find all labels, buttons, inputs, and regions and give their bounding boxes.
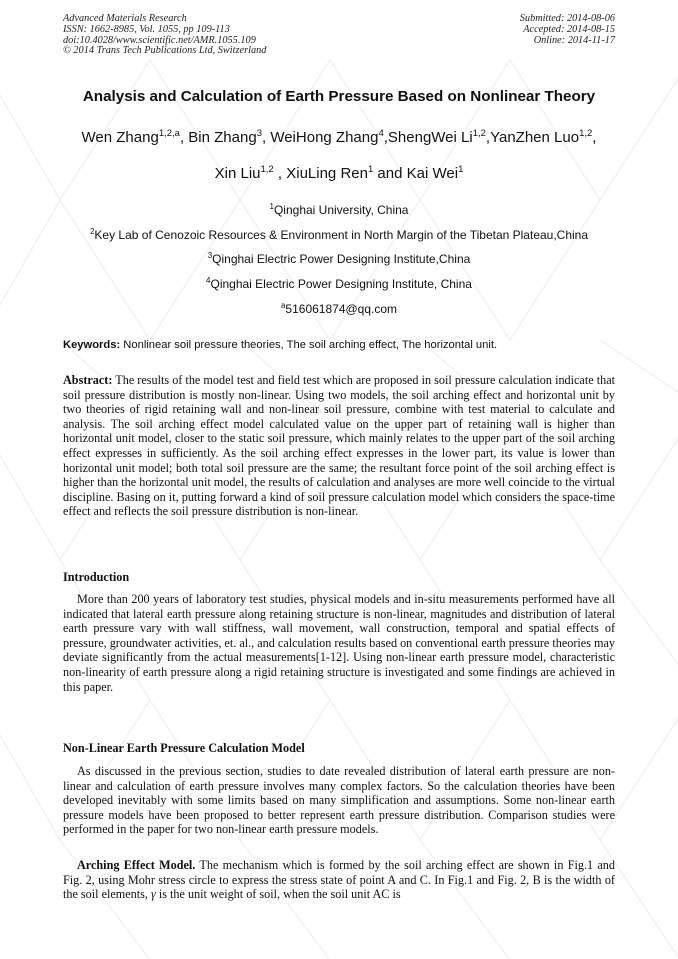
author-separator: and: [373, 165, 407, 182]
publication-dates: [520, 14, 615, 46]
email-mark: a: [280, 301, 286, 310]
submitted-date: Submitted: 2014-08-06: [519, 13, 615, 24]
abstract-text: The results of the model test and field test which are proposed in soil pressure calculation indicate that soil pressure distribution is mostly non-linear. Using two models, the soil arching effect and horizontal unit by two theories of rigid retaining wall and non-linear soil pressure, combine with test material to calculate and analysis. The soil arching effect model calculated value on the upper part of retaining wall is higher than horizontal unit model, closer to the static soil pressure, which mainly relates to the upper part of the soil arching effect expresses in sufficiently. As the soil arching effect expresses in the lower part, its value is lower than horizontal unit model; both total soil pressure are the same; the resultant force point of the soil arching effect is higher than the horizontal unit model, the results of calculation and analyses are more well coincide to the virtual discipline. Basing on it, putting forward a kind of soil pressure calculation model which considers the space-time effect and reflects the soil pressure distribution is non-linear.: [63, 373, 615, 519]
gamma-symbol: γ: [151, 887, 156, 902]
author-affiliation-mark: 1: [367, 164, 374, 175]
arching-effect-text-continued: is the unit weight of soil, when the soil unit AC is: [155, 887, 401, 902]
affiliation-text: Qinghai University, China: [273, 203, 409, 217]
online-date: Online: 2014-11-17: [533, 34, 615, 46]
abstract-label: Abstract:: [63, 373, 113, 387]
author-affiliation-mark: 3: [256, 128, 262, 139]
affiliation-mark: 3: [207, 251, 213, 260]
keywords: [63, 339, 615, 351]
author-separator: ,: [592, 129, 597, 146]
author-name: Bin Zhang: [188, 129, 257, 146]
accepted-date: Accepted: 2014-08-15: [523, 23, 615, 35]
arching-effect-paragraph: [63, 858, 615, 902]
author-affiliation-mark: 1,2: [472, 128, 486, 139]
section-heading-introduction: Introduction: [63, 570, 130, 584]
author-affiliation-mark: 4: [378, 128, 384, 139]
author-name: Wen Zhang: [81, 129, 159, 146]
issn-line: ISSN: 1662-8985, Vol. 1055, pp 109-113: [63, 23, 230, 35]
author-separator: ,: [383, 129, 388, 146]
email-text: 516061874@qq.com: [285, 302, 398, 316]
author-name: XiuLing Ren: [286, 165, 368, 182]
section-heading-nonlinear-model: Non-Linear Earth Pressure Calculation Model: [63, 741, 305, 755]
author-separator: ,: [485, 129, 491, 146]
author-name: ShengWei Li: [387, 129, 473, 146]
author-affiliation-mark: 1: [458, 164, 464, 175]
affiliation-4: [0, 277, 678, 291]
affiliation-text: Key Lab of Cenozoic Resources & Environment in North Margin of the Tibetan Plateau,China: [94, 228, 589, 242]
doi-line: doi:10.4028/www.scientific.net/AMR.1055.109: [63, 34, 256, 46]
keywords-text: Nonlinear soil pressure theories, The soil arching effect, The horizontal unit.: [120, 339, 498, 351]
nonlinear-model-paragraph: As discussed in the previous section, studies to date revealed distribution of lateral earth pressure are non-linear and calculation of earth pressure involves many complex factors. So the calculation theories have been developed inevitably with some limits based on many simplification and assumptions. Some non-linear earth pressure models have been proposed to better represent earth pressure distribution. Comparison studies were performed in the paper for two non-linear earth pressure models.: [63, 764, 615, 837]
affiliation-mark: 4: [206, 276, 211, 285]
affiliation-text: Qinghai Electric Power Designing Institute,China: [212, 252, 471, 266]
author-affiliation-mark: 1,2: [260, 164, 274, 175]
author-separator: ,: [273, 165, 287, 182]
author-name: YanZhen Luo: [490, 129, 580, 146]
author-name: Kai Wei: [406, 165, 459, 182]
arching-effect-label: Arching Effect Model.: [77, 858, 196, 872]
author-affiliation-mark: 1,2: [579, 128, 593, 139]
author-line-1: [0, 129, 678, 146]
abstract: [63, 373, 615, 519]
publication-info: [63, 14, 266, 57]
contact-email: [0, 302, 678, 316]
affiliation-2: [0, 228, 678, 242]
journal-name: Advanced Materials Research: [63, 13, 187, 24]
introduction-paragraph: More than 200 years of laboratory test studies, physical models and in-situ measurements performed have all indicated that lateral earth pressure along retaining structure is non-linear, magnitudes and distribution of lateral earth pressure vary with wall stiffness, wall movement, wall construction, temporal and spatial effects of pressure, groundwater activities, et. al., and calculation results based on conventional earth pressure theories may deviate significantly from the actual measurements[1-12]. Using non-linear earth pressure model, characteristic non-linearity of earth pressure along a rigid retaining structure is investigated and some findings are achieved in this paper.: [63, 592, 615, 694]
keywords-label: Keywords:: [63, 339, 121, 351]
affiliation-mark: 1: [269, 202, 274, 211]
paper-title: Analysis and Calculation of Earth Pressure Based on Nonlinear Theory: [82, 88, 596, 105]
author-name: WeiHong Zhang: [270, 129, 379, 146]
author-separator: ,: [179, 129, 189, 146]
affiliation-1: [0, 203, 678, 217]
author-separator: ,: [261, 129, 271, 146]
affiliation-3: [0, 252, 678, 266]
affiliation-mark: 2: [89, 227, 95, 236]
author-line-2: [0, 165, 678, 182]
arching-effect-text: The mechanism which is formed by the soil arching effect are shown in Fig.1 and Fig. 2, using Mohr stress circle to express the stress state of point A and C. In Fig.1 and Fig. 2, B is the width of the soil elements,: [63, 858, 615, 902]
copyright-line: © 2014 Trans Tech Publications Ltd, Switzerland: [63, 45, 267, 57]
affiliation-text: Qinghai Electric Power Designing Institute, China: [210, 277, 472, 291]
author-affiliation-mark: 1,2,a: [158, 128, 180, 139]
author-name: Xin Liu: [214, 165, 261, 182]
